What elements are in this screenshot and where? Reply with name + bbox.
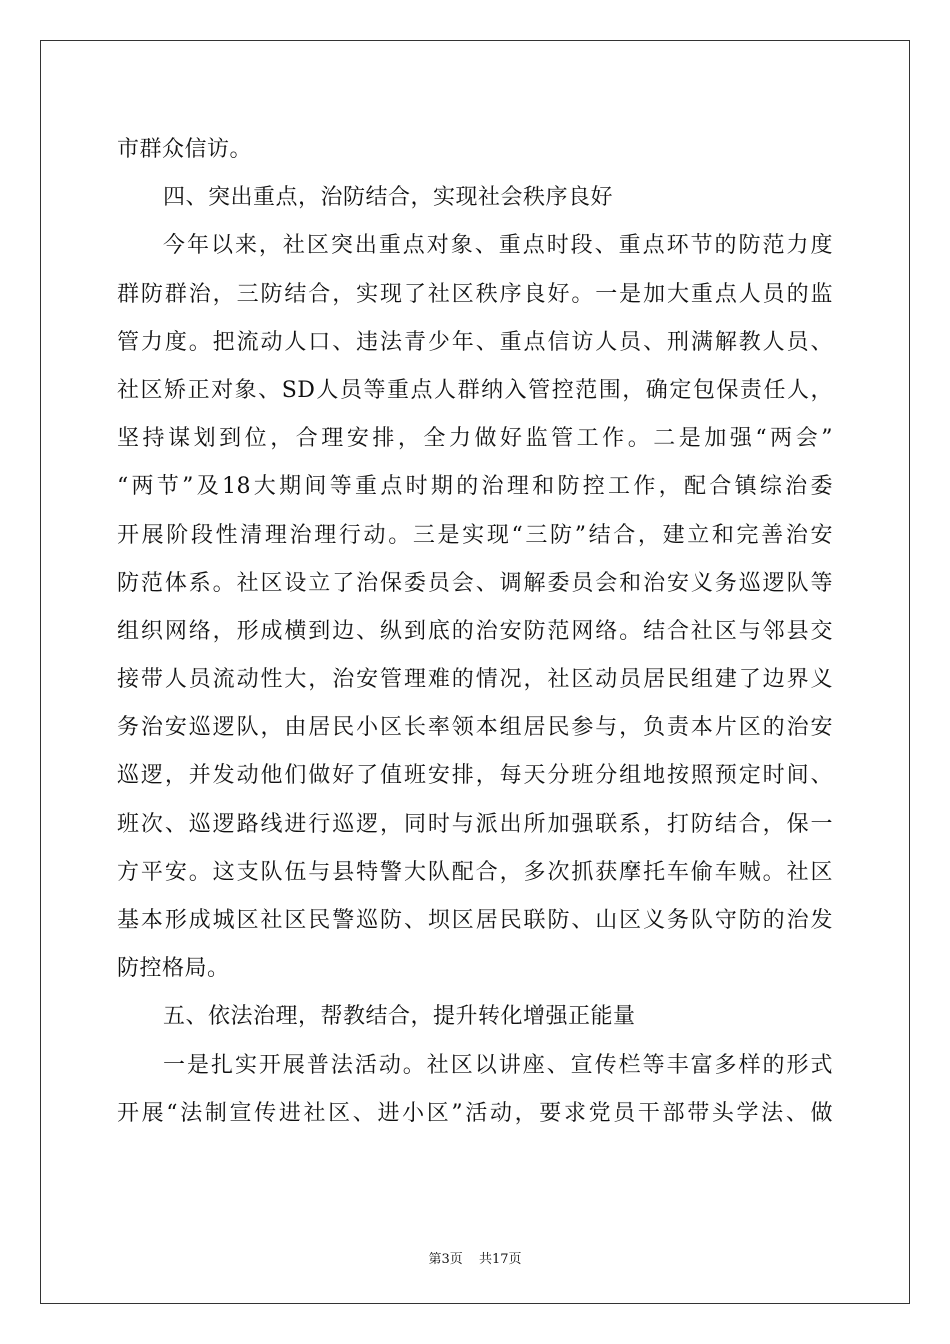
text-line: 防控格局。 (117, 956, 230, 982)
section-heading: 四、突出重点，治防结合，实现社会秩序良好 (163, 185, 614, 211)
text-line: 基本形成城区社区民警巡防、坝区居民联防、山区义务队守防的治发 (117, 908, 833, 933)
text-line: 巡逻，并发动他们做好了值班安排，每天分班分组地按照预定时间、 (117, 763, 833, 789)
text-line: 方平安。这支队伍与县特警大队配合，多次抓获摩托车偷车贼。社区 (117, 859, 833, 885)
page-number: 第3页 (428, 1252, 463, 1267)
text-line: 管力度。把流动人口、违法青少年、重点信访人员、刑满解教人员、 (117, 329, 833, 355)
page-footer (0, 1248, 950, 1267)
text-line: 坚持谋划到位，合理安排，全力做好监管工作。二是加强“两会” (117, 426, 833, 452)
text-line: 接带人员流动性大，治安管理难的情况，社区动员居民组建了边界义 (117, 667, 833, 693)
section-heading: 五、依法治理，帮教结合，提升转化增强正能量 (163, 1004, 636, 1030)
text-line: 开展阶段性清理治理行动。三是实现“三防”结合，建立和完善治安 (117, 522, 833, 548)
document-body (117, 126, 833, 1138)
text-line: 务治安巡逻队，由居民小区长率领本组居民参与，负责本片区的治安 (117, 715, 833, 741)
text-line: 群防群治，三防结合，实现了社区秩序良好。一是加大重点人员的监 (117, 281, 833, 307)
text-line: 社区矫正对象、SD人员等重点人群纳入管控范围，确定包保责任人， (117, 377, 833, 403)
text-line: 一是扎实开展普法活动。社区以讲座、宣传栏等丰富多样的形式 (163, 1052, 833, 1078)
text-line: 市群众信访。 (117, 137, 253, 162)
page-total: 共17页 (478, 1252, 522, 1267)
text-line: 防范体系。社区设立了治保委员会、调解委员会和治安义务巡逻队等 (117, 570, 833, 596)
text-line: 组织网络，形成横到边、纵到底的治安防范网络。结合社区与邻县交 (117, 618, 833, 644)
text-line: “两节”及18大期间等重点时期的治理和防控工作，配合镇综治委 (117, 474, 833, 500)
text-line: 今年以来，社区突出重点对象、重点时段、重点环节的防范力度 (163, 233, 833, 259)
text-line: 开展“法制宣传进社区、进小区”活动，要求党员干部带头学法、做 (117, 1100, 833, 1126)
text-line: 班次、巡逻路线进行巡逻，同时与派出所加强联系，打防结合，保一 (117, 811, 833, 837)
